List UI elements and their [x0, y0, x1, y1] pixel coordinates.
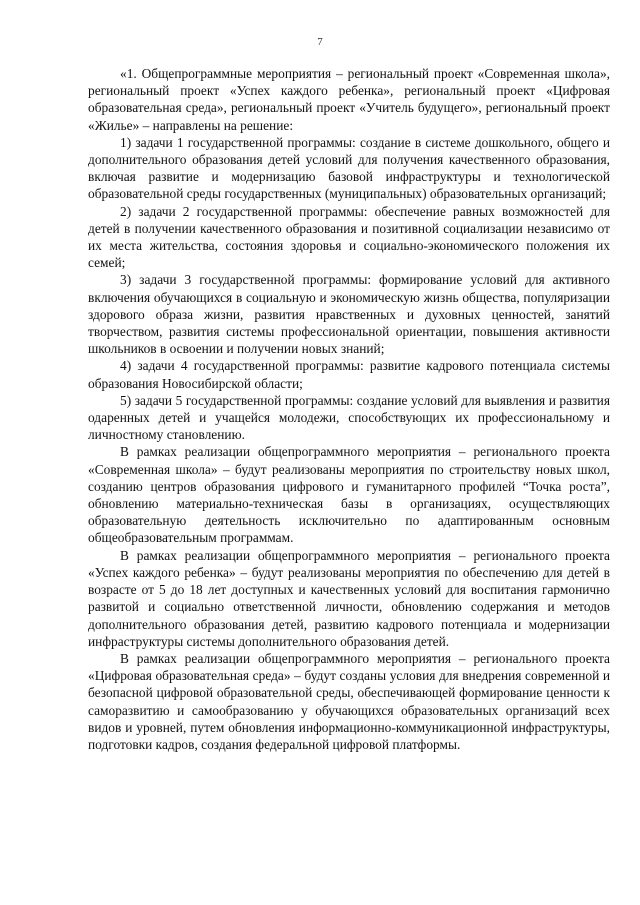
paragraph-task-3: 3) задачи 3 государственной программы: формирование условий для активного включения обучающихся в социальную и экономическую жизнь общества, популяризации здорового образа жизни, развития нравственных и духовных ценностей, занятий творчеством, развития системы профессиональной ориентации, повышения активности школьников в освоении и получении новых знаний; [88, 272, 610, 357]
page-number: 7 [317, 36, 323, 48]
paragraph-task-1: 1) задачи 1 государственной программы: создание в системе дошкольного, общего и дополнительного образования детей условий для получения качественного образования, включая развитие и модернизацию базовой инфраструктуры и технологической образовательной среды государственных (муниципальных) образовательных организаций; [88, 134, 610, 202]
paragraph-modern-school: В рамках реализации общепрограммного мероприятия – регионального проекта «Современная школа» – будут реализованы мероприятия по строительству новых школ, созданию центров образования цифрового и гуманитарного профилей “Точка роста”, обновлению материально-техническая базы в организациях, осуществляющих образовательную деятельность исключительно по адаптированным основным общеобразовательным программам. [88, 444, 610, 546]
paragraph-intro: «1. Общепрограммные мероприятия – региональный проект «Современная школа», региональный проект «Успех каждого ребенка», региональный проект «Цифровая образовательная среда», региональный проект «Учитель будущего», региональный проект «Жилье» – направлены на решение: [88, 66, 610, 133]
paragraph-success-every-child: В рамках реализации общепрограммного мероприятия – регионального проекта «Успех каждого ребенка» – будут реализованы мероприятия по обеспечению для детей в возрасте от 5 до 18 лет доступных и качественных условий для воспитания гармонично развитой и социально ответственной личности, обновлению содержания и методов дополнительного образования детей, развитию кадрового потенциала и модернизации инфраструктуры системы дополнительного образования детей. [88, 547, 610, 649]
paragraph-digital-environment: В рамках реализации общепрограммного мероприятия – регионального проекта «Цифровая образовательная среда» – будут созданы условия для внедрения современной и безопасной цифровой образовательной среды, обеспечивающей формирование ценности к саморазвитию и самообразованию у обучающихся образовательных организаций всех видов и уровней, путем обновления информационно-коммуникационной инфраструктуры, подготовки кадров, создания федеральной цифровой платформы. [88, 650, 610, 752]
document-body [88, 65, 610, 753]
paragraph-task-5: 5) задачи 5 государственной программы: создание условий для выявления и развития одаренных детей и учащейся молодежи, способствующих их профессиональному и личностному становлению. [88, 392, 610, 443]
paragraph-task-4: 4) задачи 4 государственной программы: развитие кадрового потенциала системы образования Новосибирской области; [88, 358, 610, 391]
paragraph-task-2: 2) задачи 2 государственной программы: обеспечение равных возможностей для детей в получении качественного образования и позитивной социализации независимо от их места жительства, состояния здоровья и социально-экономического положения их семей; [88, 203, 610, 271]
